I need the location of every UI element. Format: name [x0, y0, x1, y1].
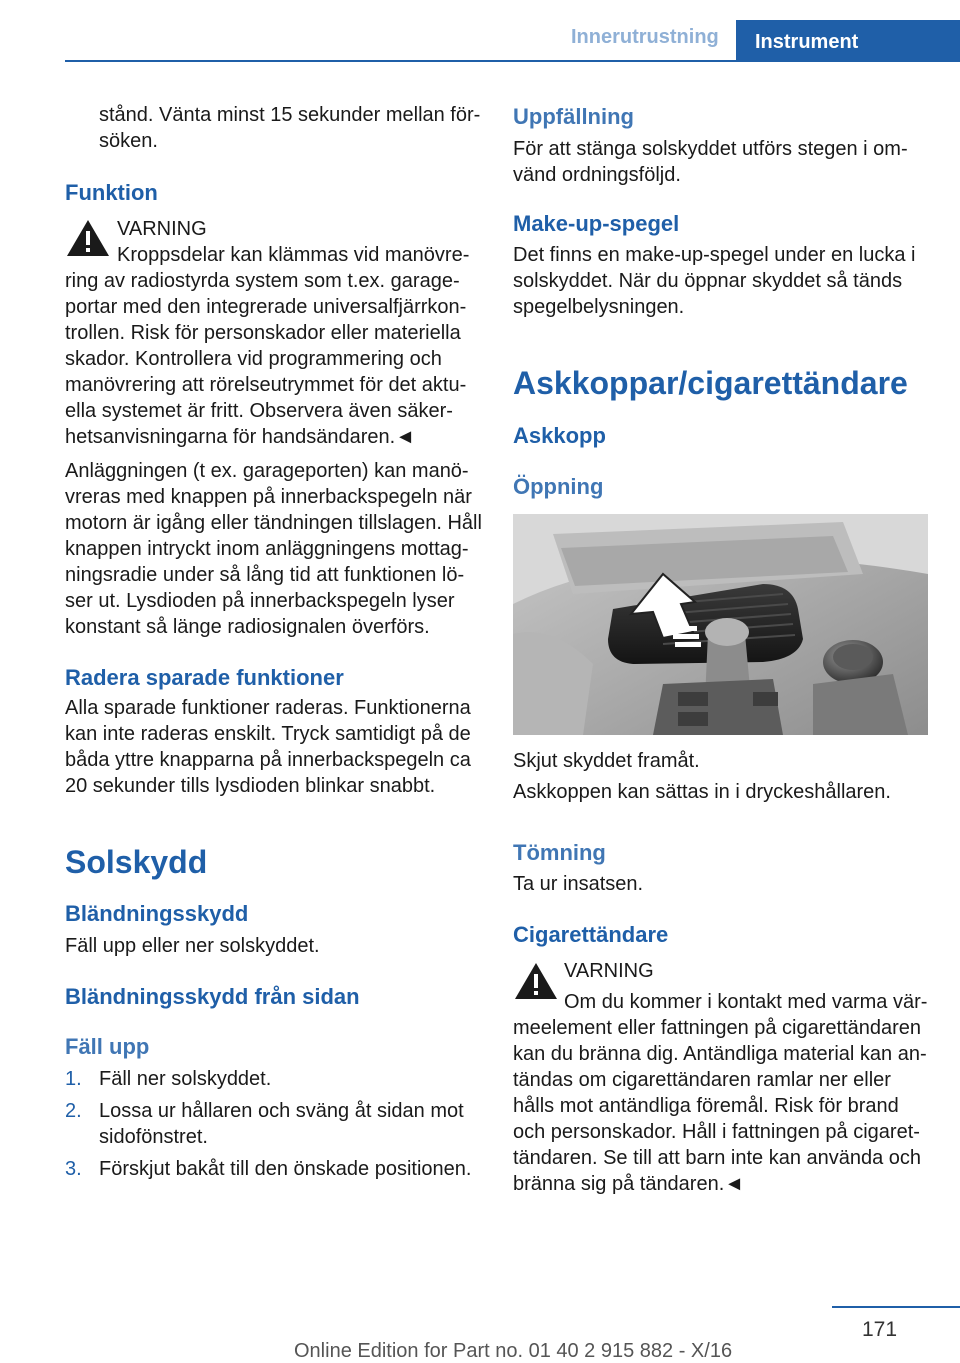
- step-number: 3.: [65, 1158, 82, 1180]
- heading-makeup-spegel: Make-up-spegel: [513, 211, 680, 236]
- heading-blandningsskydd-sida: Bländningsskydd från sidan: [65, 984, 360, 1009]
- paragraph-uppfallning: För att stänga solskyddet utförs stegen i om- vänd ordningsföljd.: [513, 138, 908, 186]
- paragraph-makeup-spegel: Det finns en make-up-spegel under en lucka i solskyddet. När du öppnar skyddet så tänds spegelbelysningen.: [513, 244, 916, 318]
- heading-fall-upp: Fäll upp: [65, 1034, 150, 1059]
- warning-text: meelement eller fattningen på cigarettändaren kan du bränna dig. Antändliga material kan an- tändas om cigarettändaren ramlar ner eller hålls mot antändliga föremål. Risk för brand och personskador. Håll i fattningen på cigaret- tändaren. Se till att barn inte kan använda och bränna sig på tändaren.◄: [513, 1017, 927, 1195]
- paragraph-blandningsskydd: Fäll upp eller ner solskyddet.: [65, 935, 320, 957]
- paragraph-tomning: Ta ur insatsen.: [513, 873, 644, 895]
- step-number: 2.: [65, 1100, 82, 1122]
- step-number: 1.: [65, 1068, 82, 1090]
- paragraph-anlaggningen: Anläggningen (t ex. garageporten) kan manö- vreras med knappen på innerbackspegeln när motorn är igång eller tändningen tillslagen. Håll knappen intryckt inom anläggningens mottag- ningsradie under så lång tid att funktionen lö- ser ut. Lysdioden på innerbackspegeln lyser konstant så länge radiosignalen överförs.: [65, 460, 482, 638]
- ashtray-photo: [513, 514, 928, 735]
- step-text: Förskjut bakåt till den önskade positionen.: [99, 1158, 472, 1180]
- header-rule: [65, 60, 960, 62]
- warning-icon: [65, 218, 111, 258]
- footer-edition: Online Edition for Part no. 01 40 2 915 882 - X/16: [294, 1340, 733, 1362]
- header-chapter-tab[interactable]: Instrument: [736, 20, 960, 62]
- warning-label: VARNING: [117, 218, 207, 240]
- warning-label: VARNING: [564, 960, 654, 982]
- header-section-tab[interactable]: Innerutrustning: [571, 26, 719, 48]
- warning-text-first-line: Om du kommer i kontakt med varma vär-: [564, 991, 928, 1013]
- heading-uppfallning: Uppfällning: [513, 104, 634, 129]
- page-header: [0, 0, 960, 62]
- continued-text: stånd. Vänta minst 15 sekunder mellan för- söken.: [99, 104, 481, 152]
- footer-rule: [832, 1306, 960, 1308]
- heading-blandningsskydd: Bländningsskydd: [65, 901, 249, 926]
- heading-tomning: Tömning: [513, 840, 606, 865]
- warning-icon: [513, 961, 559, 1001]
- heading-askkoppar: Askkoppar/cigarettändare: [513, 365, 908, 401]
- warning-text-first-line: Kroppsdelar kan klämmas vid manövre-: [117, 244, 470, 266]
- page-number: 171: [862, 1318, 898, 1341]
- caption-askkoppen: Askkoppen kan sättas in i dryckeshållaren.: [513, 781, 891, 803]
- heading-oppning: Öppning: [513, 474, 604, 499]
- step-text: Lossa ur hållaren och sväng åt sidan mot sidofönstret.: [99, 1100, 464, 1148]
- paragraph-radera: Alla sparade funktioner raderas. Funktionerna kan inte raderas enskilt. Tryck samtidigt på de båda yttre knapparna på innerbackspegeln ca 20 sekunder tills lysdioden blinkar snabbt.: [65, 697, 471, 797]
- caption-skjut: Skjut skyddet framåt.: [513, 750, 700, 772]
- heading-solskydd: Solskydd: [65, 844, 208, 880]
- heading-funktion: Funktion: [65, 180, 158, 205]
- heading-radera: Radera sparade funktioner: [65, 665, 344, 690]
- heading-askkopp: Askkopp: [513, 423, 606, 448]
- warning-text: ring av radiostyrda system som t.ex. garage- portar med den integrerade universalfjärrkon- trollen. Risk för personskador eller materiella skador. Kontrollera vid programmering och manövrering att rörelseutrymmet för det aktu- ella systemet är fritt. Observera även säker- hetsanvisningarna för handsändaren.◄: [65, 270, 467, 448]
- step-text: Fäll ner solskyddet.: [99, 1068, 272, 1090]
- heading-cigarettandare: Cigarettändare: [513, 922, 669, 947]
